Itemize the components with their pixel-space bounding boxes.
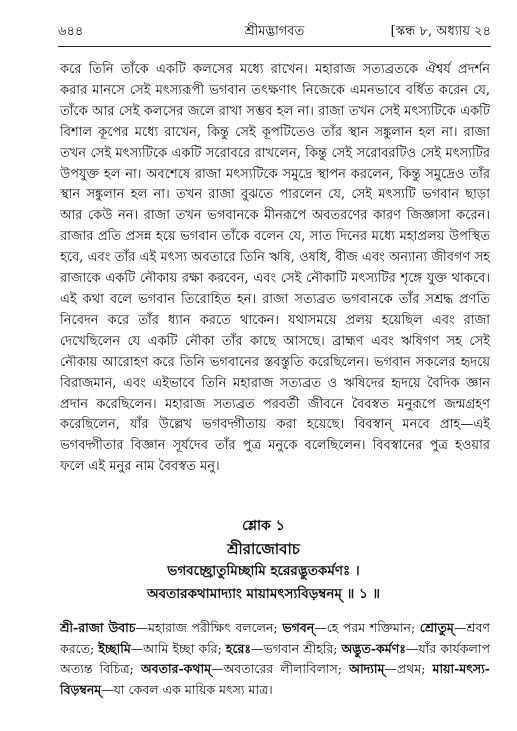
synonym-word: ইচ্ছামি bbox=[98, 640, 131, 656]
synonym-meaning: —শ্রবণ করতে; bbox=[60, 620, 490, 656]
synonym-meaning: —যা কেবল এক মায়িক মৎস্য মাত্র। bbox=[101, 681, 273, 697]
synonym-word: শ্রী-রাজা উবাচ bbox=[60, 620, 136, 635]
verse-block bbox=[40, 516, 487, 606]
verse-speaker: শ্রীরাজোবাচ bbox=[227, 540, 300, 558]
synonyms bbox=[60, 618, 490, 700]
purport-text bbox=[60, 60, 490, 478]
synonym-meaning: —মহারাজ পরীক্ষিৎ বললেন; bbox=[135, 620, 278, 635]
synonym-meaning: —যাঁর কার্যকলাপ অত্যন্ত বিচিত্র; bbox=[60, 640, 490, 676]
synonym-word: অদ্ভুত-কর্মণঃ bbox=[341, 640, 406, 656]
page-header bbox=[58, 22, 491, 44]
page-number: ৬৪৪ bbox=[58, 24, 84, 39]
synonym-word: ভগবন্ bbox=[282, 620, 315, 635]
synonym-meaning: —প্রথম; bbox=[384, 661, 426, 676]
synonym-meaning: —অবতারের লীলাবিলাস; bbox=[211, 661, 342, 676]
synonym-meaning: —আমি ইচ্ছা করি; bbox=[130, 640, 222, 656]
purport-paragraph: করে তিনি তাঁকে একটি কলসের মধ্যে রাখেন। মহারাজ সত্যব্রতকে ঐশ্বর্য প্রদর্শন করার মানসে সেই মৎস্যরূপী ভগবান তৎক্ষণাৎ নিজেকে এমনভাবে বর্ধিত করেন যে, তাঁকে আর সেই কলসের জলে রাখা সম্ভব হল না। রাজা তখন সেই মৎস্যটিকে একটি বিশাল কূপের মধ্যে রাখেন, কিন্তু সেই কূপটিতেও তাঁর স্থান সঙ্কুলান হল না। রাজা তখন সেই মৎস্যটিকে একটি সরোবরে রাখলেন, কিন্তু সেই সরোবরটিও সেই মৎস্যটির উপযুক্ত হল না। অবশেষে রাজা মৎস্যটিকে সমুদ্রে স্থাপন করলেন, কিন্তু সমুদ্রেও তাঁর স্থান সঙ্কুলান হল না। তখন রাজা বুঝতে পারলেন যে, সেই মৎস্যটি ভগবান ছাড়া আর কেউ নন। রাজা তখন ভগবানকে মীনরূপে অবতরণের কারণ জিজ্ঞাসা করেন। রাজার প্রতি প্রসন্ন হয়ে ভগবান তাঁকে বলেন যে, সাত দিনের মধ্যে মহাপ্রলয় উপস্থিত হবে, এবং তাঁর এই মৎস্য অবতারে তিনি ঋষি, ওষধি, বীজ এবং অন্যান্য জীবগণ সহ রাজাকে একটি নৌকায় রক্ষা করবেন, এবং সেই নৌকাটি মৎস্যটির শৃঙ্গে যুক্ত থাকবে। এই কথা বলে ভগবান তিরোহিত হন। রাজা সত্যব্রত ভগবানকে তাঁর সশ্রদ্ধ প্রণতি নিবেদন করে তাঁর ধ্যান করতে থাকেন। যথাসময়ে প্রলয় হয়েছিল এবং রাজা দেখেছিলেন যে একটি নৌকা তাঁর কাছে আসছে। ব্রাহ্মণ এবং ঋষিগণ সহ সেই নৌকায় আরোহণ করে তিনি ভগবানের স্তবস্তুতি করেছিলেন। ভগবান সকলের হৃদয়ে বিরাজমান, এবং এইভাবে তিনি মহারাজ সত্যব্রত ও ঋষিদের হৃদয়ে বৈদিক জ্ঞান প্রদান করেছিলেন। মহারাজ সত্যব্রত পরবর্তী জীবনে বৈবস্বত মনুরূপে জন্মগ্রহণ করেছিলেন, যাঁর উল্লেখ ভগবদ্গীতায় করা হয়েছে। বিবস্বান্ মনবে প্রাহ—এই ভগবদ্গীতার বিজ্ঞান সূর্যদেব তাঁর পুত্র মনুকে বলেছিলেন। বিবস্বানের পুত্র হওয়ার ফলে এই মনুর নাম বৈবস্বত মনু। bbox=[60, 62, 490, 475]
synonym-word: হরেঃ bbox=[225, 640, 252, 656]
verse-heading: শ্লোক ১ bbox=[242, 518, 285, 534]
synonym-word: আদ্যাম্ bbox=[349, 661, 385, 676]
book-title: শ্রীমদ্ভাগবত bbox=[244, 24, 305, 39]
header-rule bbox=[58, 46, 491, 47]
verse-line-1: ভগবচ্ছ্রোতুমিচ্ছামি হরেরদ্ভুতকর্মণঃ । bbox=[167, 563, 360, 579]
synonym-word: শ্রোতুম্ bbox=[419, 620, 454, 635]
chapter-reference: [স্কন্ধ ৮, অধ্যায় ২৪ bbox=[390, 24, 491, 39]
verse-line-2: অবতারকথামাদ্যাং মায়ামৎস্যবিড়ম্বনম্ ॥ ১ ॥ bbox=[146, 586, 381, 602]
synonym-meaning: —ভগবান শ্রীহরি; bbox=[251, 640, 338, 656]
synonym-word: মায়া-মৎস্য-বিড়ম্বনম্ bbox=[60, 661, 490, 697]
synonym-meaning: —হে পরম শক্তিমান; bbox=[314, 620, 416, 635]
synonym-word: অবতার-কথাম্ bbox=[140, 661, 212, 676]
